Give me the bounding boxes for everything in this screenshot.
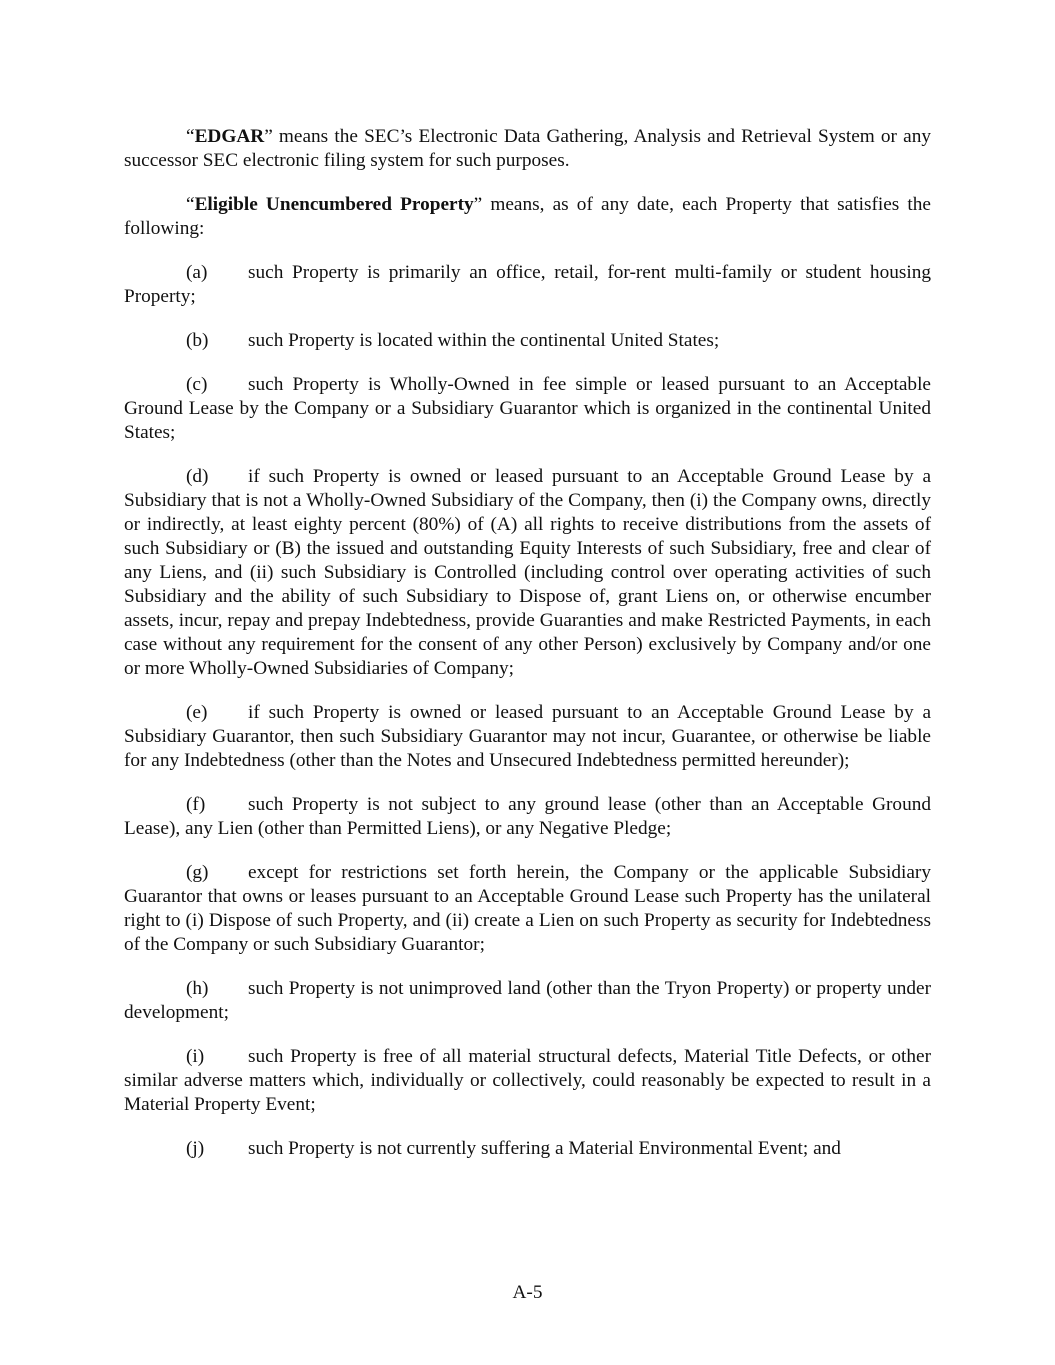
item-label: (i): [186, 1046, 205, 1067]
item-label: (b): [186, 330, 209, 351]
definition-text: ” means the SEC’s Electronic Data Gathering, Analysis and Retrieval System or any successor SEC electronic filing system for such purposes.: [124, 126, 931, 171]
open-quote: “: [186, 126, 195, 147]
item-label: (d): [186, 466, 209, 487]
list-item-g: [124, 861, 931, 957]
definition-text: ” means, as of any date, each Property that satisfies the following:: [124, 194, 931, 239]
list-item-a: [124, 261, 931, 309]
item-text: if such Property is owned or leased pursuant to an Acceptable Ground Lease by a Subsidiary that is not a Wholly-Owned Subsidiary of the Company, then (i) the Company owns, directly or indirectly, at least eighty percent (80%) of (A) all rights to receive distributions from the assets of such Subsidiary or (B) the issued and outstanding Equity Interests of such Subsidiary, free and clear of any Liens, and (ii) such Subsidiary is Controlled (including control over operating activities of such Subsidiary and the ability of such Subsidiary to Dispose of, grant Liens on, or otherwise encumber assets, incur, repay and prepay Indebtedness, provide Guaranties and make Restricted Payments, in each case without any requirement for the consent of any other Person) exclusively by Company and/or one or more Wholly-Owned Subsidiaries of Company;: [124, 466, 931, 679]
item-text: such Property is not currently suffering a Material Environmental Event; and: [248, 1138, 841, 1159]
list-item-e: [124, 701, 931, 773]
item-text: such Property is Wholly-Owned in fee simple or leased pursuant to an Acceptable Ground Lease by the Company or a Subsidiary Guarantor which is organized in the continental United States;: [124, 374, 931, 443]
list-item-b: [124, 329, 931, 353]
page-number: A-5: [512, 1282, 543, 1303]
item-text: such Property is primarily an office, retail, for-rent multi-family or student housing Property;: [124, 262, 931, 307]
list-item-i: [124, 1045, 931, 1117]
defined-term: Eligible Unencumbered Property: [194, 194, 474, 215]
item-text: if such Property is owned or leased pursuant to an Acceptable Ground Lease by a Subsidiary Guarantor, then such Subsidiary Guarantor may not incur, Guarantee, or otherwise be liable for any Indebtedness (other than the Notes and Unsecured Indebtedness permitted hereunder);: [124, 702, 931, 771]
list-item-d: [124, 465, 931, 681]
defined-term: EDGAR: [194, 126, 265, 147]
item-label: (a): [186, 262, 208, 283]
item-label: (e): [186, 702, 208, 723]
item-label: (h): [186, 978, 209, 999]
list-item-c: [124, 373, 931, 445]
item-label: (j): [186, 1138, 205, 1159]
list-item-f: [124, 793, 931, 841]
item-text: such Property is located within the continental United States;: [248, 330, 720, 351]
open-quote: “: [186, 194, 195, 215]
item-text: such Property is not subject to any ground lease (other than an Acceptable Ground Lease), any Lien (other than Permitted Liens), or any Negative Pledge;: [124, 794, 931, 839]
item-text: except for restrictions set forth herein, the Company or the applicable Subsidiary Guarantor that owns or leases pursuant to an Acceptable Ground Lease such Property has the unilateral right to (i) Dispose of such Property, and (ii) create a Lien on such Property as security for Indebtedness of the Company or such Subsidiary Guarantor;: [124, 862, 931, 955]
item-text: such Property is not unimproved land (other than the Tryon Property) or property under development;: [124, 978, 931, 1023]
item-label: (g): [186, 862, 209, 883]
item-text: such Property is free of all material structural defects, Material Title Defects, or other similar adverse matters which, individually or collectively, could reasonably be expected to result in a Material Property Event;: [124, 1046, 931, 1115]
definition-edgar: [124, 125, 931, 173]
definition-eligible-unencumbered-property: [124, 193, 931, 241]
item-label: (c): [186, 374, 208, 395]
item-label: (f): [186, 794, 206, 815]
document-body: [124, 125, 931, 1181]
list-item-h: [124, 977, 931, 1025]
list-item-j: [124, 1137, 931, 1161]
